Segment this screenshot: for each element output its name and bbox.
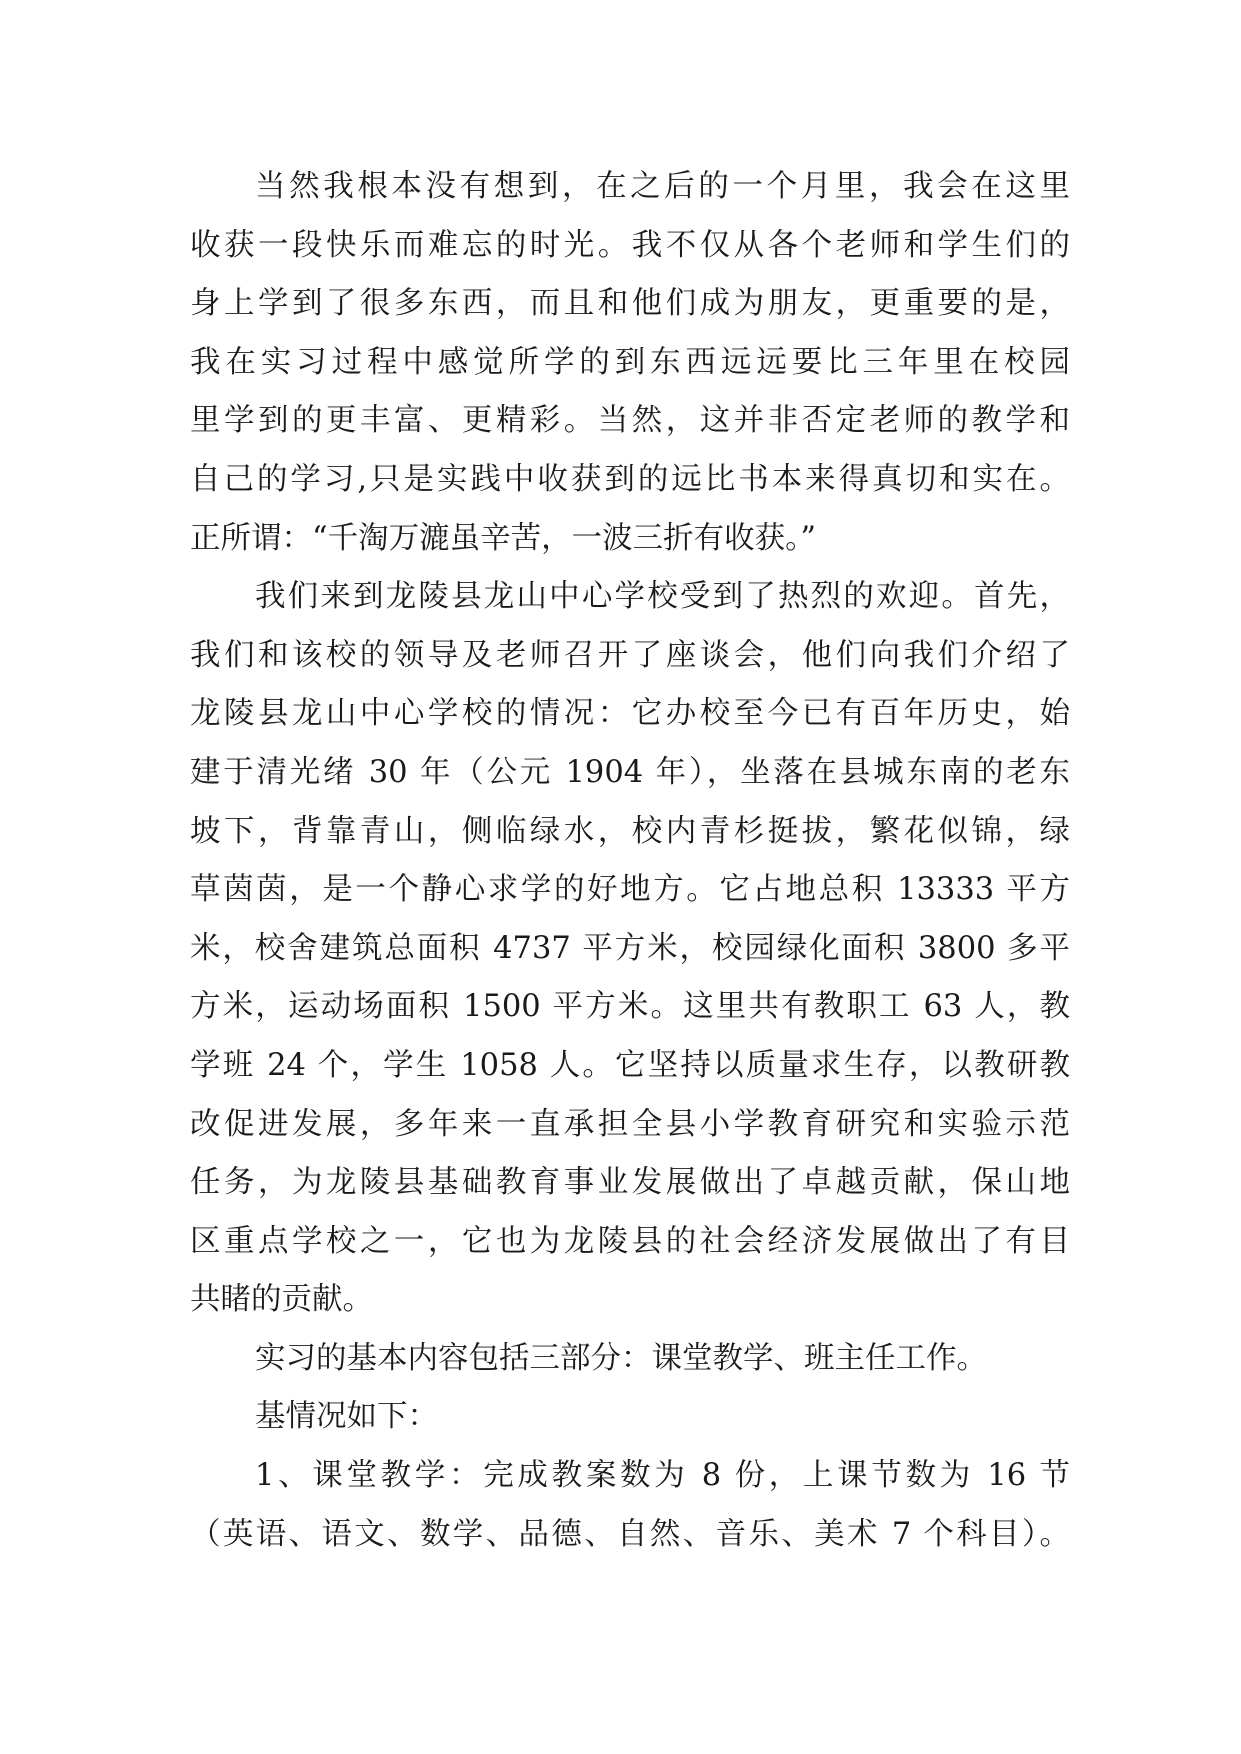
text-line: 坡下，背靠青山，侧临绿水，校内青杉挺拔，繁花似锦，绿 xyxy=(190,813,1070,849)
text-line: 任务，为龙陵县基础教育事业发展做出了卓越贡献，保山地 xyxy=(190,1165,1070,1201)
paragraph xyxy=(190,568,1070,1330)
text-line: 龙陵县龙山中心学校的情况：它办校至今已有百年历史，始 xyxy=(190,696,1070,732)
text-line: 方米，运动场面积 1500 平方米。这里共有教职工 63 人，教 xyxy=(190,989,1070,1025)
paragraph xyxy=(190,158,1070,568)
text-line: 当然我根本没有想到，在之后的一个月里，我会在这里 xyxy=(255,169,1070,204)
text-line: 我们和该校的领导及老师召开了座谈会，他们向我们介绍了 xyxy=(190,637,1070,673)
text-line: 我在实习过程中感觉所学的到东西远远要比三年里在校园 xyxy=(190,344,1070,380)
text-line: 米，校舍建筑总面积 4737 平方米，校园绿化面积 3800 多平 xyxy=(190,930,1070,966)
text-line: 基情况如下： xyxy=(255,1399,438,1435)
text-line: 学班 24 个，学生 1058 人。它坚持以质量求生存，以教研教 xyxy=(190,1047,1070,1083)
text-line: 草茵茵，是一个静心求学的好地方。它占地总积 13333 平方 xyxy=(190,872,1070,908)
text-line: 1、课堂教学：完成教案数为 8 份，上课节数为 16 节 xyxy=(255,1458,1070,1494)
text-line: 改促进发展，多年来一直承担全县小学教育研究和实验示范 xyxy=(190,1106,1070,1142)
text-line: 身上学到了很多东西，而且和他们成为朋友，更重要的是， xyxy=(190,286,1070,322)
text-line: 建于清光绪 30 年（公元 1904 年），坐落在县城东南的老东 xyxy=(190,754,1070,790)
text-line: 收获一段快乐而难忘的时光。我不仅从各个老师和学生们的 xyxy=(190,227,1070,263)
text-line: 实习的基本内容包括三部分：课堂教学、班主任工作。 xyxy=(255,1340,987,1376)
text-line: 自己的学习,只是实践中收获到的远比书本来得真切和实在。 xyxy=(190,461,1070,497)
text-line: 共睹的贡献。 xyxy=(190,1282,373,1318)
document-body xyxy=(190,158,1070,1564)
text-line: 里学到的更丰富、更精彩。当然，这并非否定老师的教学和 xyxy=(190,403,1070,439)
paragraph xyxy=(190,1447,1070,1564)
text-line: 我们来到龙陵县龙山中心学校受到了热烈的欢迎。首先， xyxy=(255,579,1070,615)
paragraph xyxy=(190,1388,1070,1447)
text-line: （英语、语文、数学、品德、自然、音乐、美术 7 个科目）。 xyxy=(190,1516,1070,1552)
text-line: 区重点学校之一，它也为龙陵县的社会经济发展做出了有目 xyxy=(190,1223,1070,1259)
paragraph xyxy=(190,1330,1070,1389)
text-line: 正所谓：“千淘万漉虽辛苦，一波三折有收获。” xyxy=(190,520,816,556)
